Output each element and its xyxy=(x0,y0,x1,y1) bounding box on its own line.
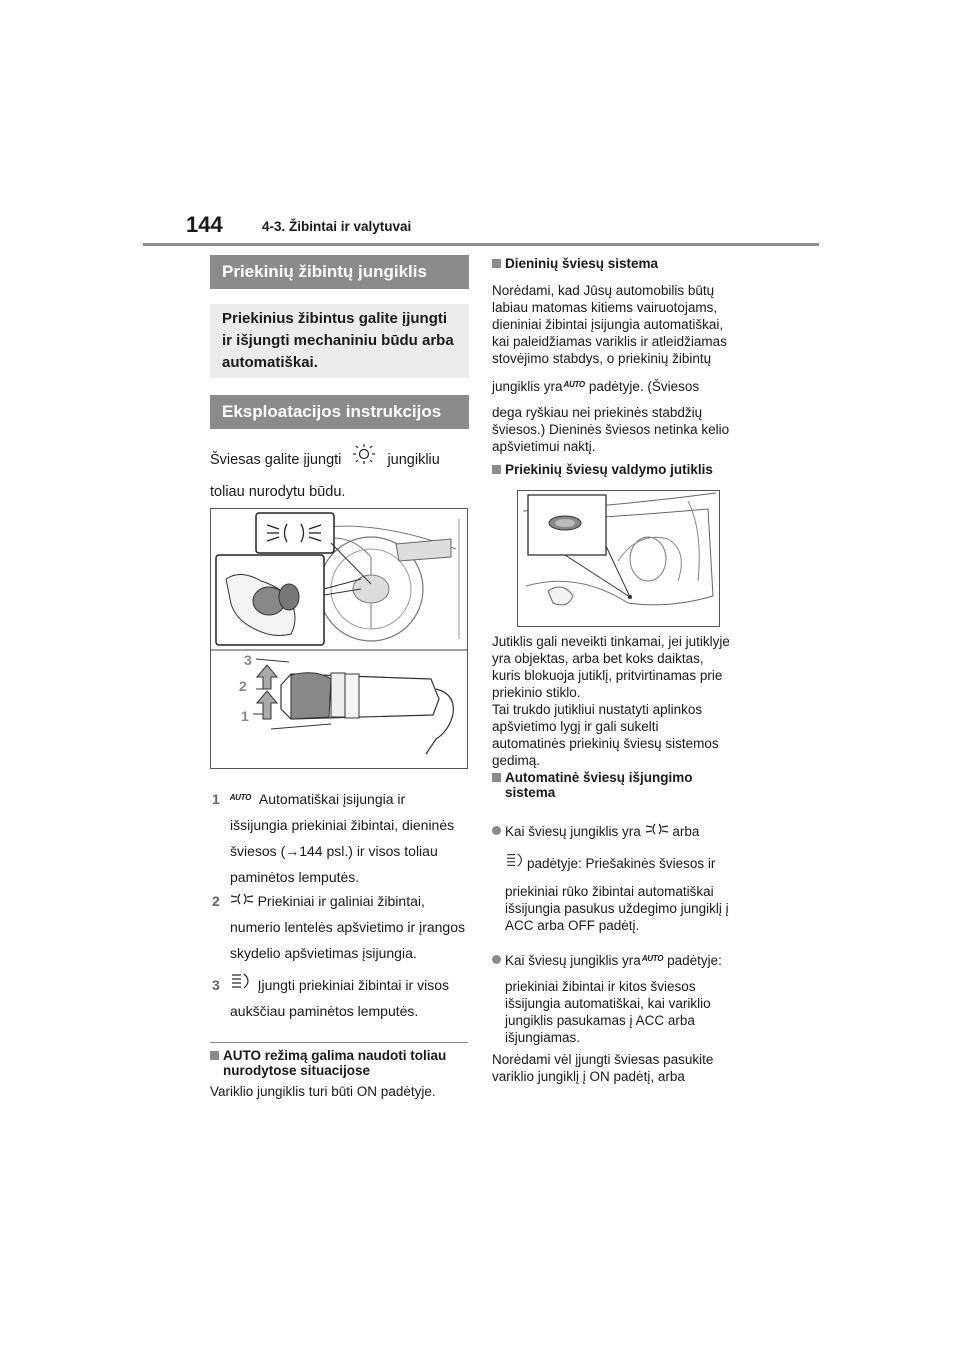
tail-light-icon xyxy=(230,893,258,909)
text-line: kai paleidžiamas variklis ir atleidžiamas xyxy=(492,334,727,349)
figure-label-1: 1 xyxy=(241,708,249,724)
intro-part2: jungikliu xyxy=(387,452,440,468)
summary-text: Priekinius žibintus galite įjungti ir išjungti mechaniniu būdu arba automatiškai. xyxy=(222,310,454,371)
drl-paragraph xyxy=(492,282,760,455)
auto-off-title-line: Automatinė šviesų išjungimo xyxy=(505,770,693,785)
text-line: kuris blokuoja jutiklį, pritvirtinamas prie xyxy=(492,668,723,683)
auto-icon: AUTO xyxy=(641,954,664,963)
light-switch-figure xyxy=(210,508,468,769)
intro-line2: toliau nurodytu būdu. xyxy=(210,484,346,500)
section-title-bar xyxy=(210,255,469,289)
header-rule xyxy=(143,243,819,246)
item-line: Priekiniai ir galiniai žibintai, xyxy=(257,893,425,909)
chapter-title: 4-3. Žibintai ir valytuvai xyxy=(262,219,412,234)
text-line: automatinės priekinių šviesų sistemos xyxy=(492,736,719,751)
bullet-2 xyxy=(492,950,760,1046)
square-bullet-icon xyxy=(492,465,501,474)
text-line: išsijungia pasukus uždegimo jungiklį į xyxy=(505,901,729,916)
text-line: dega ryškiau nei priekinės stabdžių xyxy=(492,405,703,420)
item-line: šviesos (→144 psl.) ir visos toliau xyxy=(230,843,438,859)
text-line: priekiniai žibintai ir kitos šviesos xyxy=(505,979,696,994)
drl-title-text: Dieninių šviesų sistema xyxy=(505,256,659,271)
page-number: 144 xyxy=(186,212,223,237)
text-line: Norėdami vėl įjungti šviesas pasukite xyxy=(492,1052,714,1067)
note-divider xyxy=(210,1042,468,1043)
headlight-icon xyxy=(230,977,258,993)
text-line: Kai šviesų jungiklis yra xyxy=(505,824,641,839)
text-line: jungiklis pasukamas į ACC arba xyxy=(505,1013,695,1028)
square-bullet-icon xyxy=(492,773,501,782)
list-item-3 xyxy=(212,972,472,1024)
section-title: Priekinių žibintų jungiklis xyxy=(222,262,427,281)
text-line: Jutiklis gali neveikti tinkamai, jei jutiklyje xyxy=(492,634,730,649)
item-line: aukščiau paminėtos lemputės. xyxy=(230,1003,419,1019)
item-line: skydelio apšvietimas įsijungia. xyxy=(230,945,417,961)
item-line: paminėtos lemputės. xyxy=(230,869,360,885)
item-number: 3 xyxy=(212,977,220,993)
text-line: priekiniai rūko žibintai automatiškai xyxy=(505,884,714,899)
intro-text xyxy=(210,444,472,504)
item-line: Automatiškai įsijungia ir xyxy=(258,791,406,807)
note-title-line: nurodytose situacijose xyxy=(223,1063,371,1078)
note-body: Variklio jungiklis turi būti ON padėtyje. xyxy=(210,1084,436,1099)
item-number: 1 xyxy=(212,791,220,807)
auto-off-title xyxy=(492,770,760,800)
text-line: šviesos.) Dieninės šviesos netinka kelio xyxy=(492,422,730,437)
text-line: arba xyxy=(672,824,700,839)
item-line: Įjungti priekiniai žibintai ir visos xyxy=(257,977,449,993)
bullet-1 xyxy=(492,822,760,934)
note-title xyxy=(210,1048,472,1078)
light-icon xyxy=(345,444,383,472)
auto-icon: AUTO xyxy=(563,380,585,389)
text-line: padėtyje: Priešakinės šviesos ir xyxy=(527,856,716,871)
text-line: apšvietimui naktį. xyxy=(492,439,596,454)
text-line: Tai trukdo jutikliui nustatyti aplinkos xyxy=(492,702,703,717)
text-line: padėtyje. (Šviesos xyxy=(588,379,700,394)
note-title-line: AUTO režimą galima naudoti toliau xyxy=(223,1048,447,1063)
tail-light-icon xyxy=(645,824,669,839)
auto-off-title-line: sistema xyxy=(505,785,556,800)
item-line: išsijungia priekiniai žibintai, dieninės xyxy=(230,817,455,833)
text-line: Norėdami, kad Jūsų automobilis būtų xyxy=(492,283,715,298)
headlight-icon xyxy=(505,856,527,871)
text-line: priekinio stiklo. xyxy=(492,685,581,700)
drl-title xyxy=(492,256,760,271)
round-bullet-icon xyxy=(492,826,501,835)
stalk-switch xyxy=(271,673,453,754)
intro-part1: Šviesas galite įjungti xyxy=(210,452,342,468)
sensor-title-text: Priekinių šviesų valdymo jutiklis xyxy=(505,462,713,477)
text-line: labiau matomas kitiems vairuotojams, xyxy=(492,300,718,315)
auto-icon: AUTO xyxy=(229,793,252,802)
list-item-1 xyxy=(212,785,472,890)
text-line: yra objektas, arba bet koks daiktas, xyxy=(492,651,704,666)
text-line: apšvietimo lygį ir gali sukelti xyxy=(492,719,659,734)
instructions-title: Eksploatacijos instrukcijos xyxy=(222,402,442,421)
closing-paragraph xyxy=(492,1051,760,1085)
text-line: išjungiamas. xyxy=(505,1030,581,1045)
text-line: variklio jungiklį į ON padėtį, arba xyxy=(492,1069,685,1084)
figure-label-3: 3 xyxy=(244,652,252,668)
sensor-figure xyxy=(517,490,720,627)
instructions-title-bar xyxy=(210,395,469,429)
square-bullet-icon xyxy=(492,259,501,268)
text-line: išsijungia automatiškai, kai variklio xyxy=(505,996,711,1011)
light-switch-illustration xyxy=(211,509,467,768)
text-line: ACC arba OFF padėtį. xyxy=(505,918,640,933)
text-line: stovėjimo stabdys, o priekinių žibintų xyxy=(492,351,712,366)
sensor-title xyxy=(492,462,760,477)
text-line: Kai šviesų jungiklis yra xyxy=(505,953,641,968)
round-bullet-icon xyxy=(492,955,501,964)
item-number: 2 xyxy=(212,893,220,909)
square-bullet-icon xyxy=(210,1051,219,1060)
item-line: numerio lentelės apšvietimo ir įrangos xyxy=(230,919,465,935)
summary-box xyxy=(210,304,469,378)
text-line: jungiklis yra xyxy=(492,379,563,394)
figure-label-2: 2 xyxy=(239,678,247,694)
text-line: dieniniai žibintai įsijungia automatiškai, xyxy=(492,317,724,332)
list-item-2 xyxy=(212,888,472,966)
sensor-paragraph xyxy=(492,633,760,769)
text-line: gedimą. xyxy=(492,753,541,768)
text-line: padėtyje: xyxy=(667,953,722,968)
sensor-illustration xyxy=(518,491,719,626)
